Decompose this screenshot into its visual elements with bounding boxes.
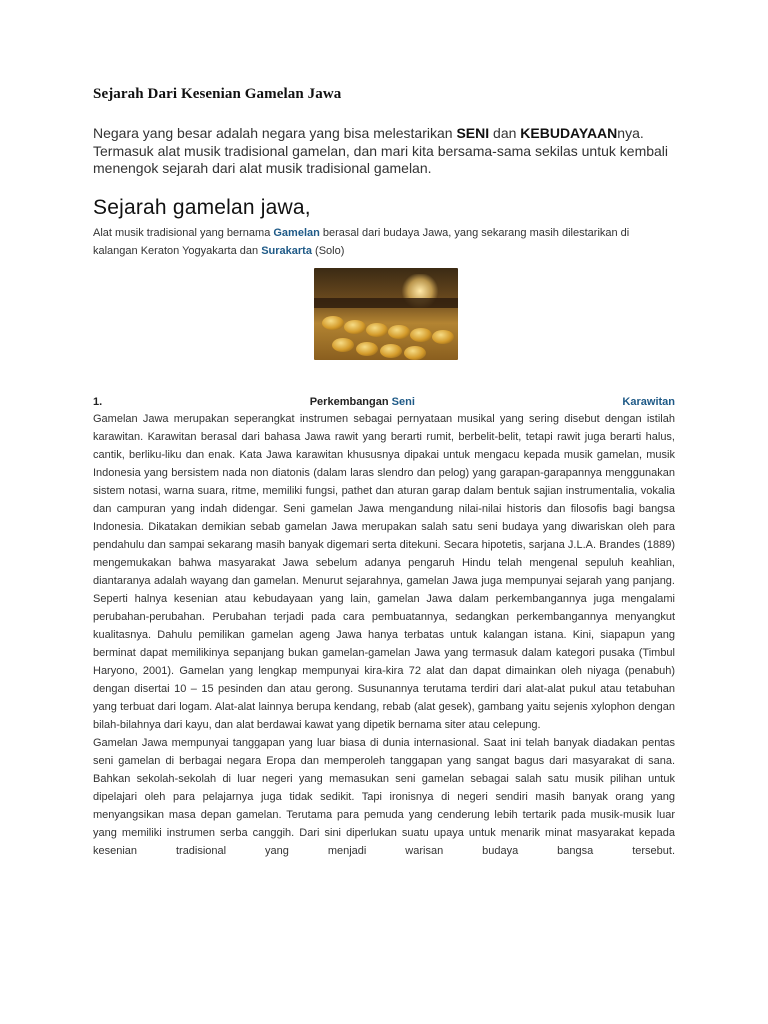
gong-icon bbox=[388, 325, 410, 339]
lead-text-1: Alat musik tradisional yang bernama bbox=[93, 226, 274, 239]
gong-icon bbox=[410, 328, 432, 342]
intro-text-3: nya. Termasuk alat musik tradisional gamelan, dan mari kita bersama-sama sekilas untuk kembali menengok sejarah dari alat musik tradisional gamelan. bbox=[93, 125, 669, 176]
karawitan-link[interactable]: Karawitan bbox=[622, 395, 675, 408]
section-title bbox=[310, 394, 415, 410]
gong-icon bbox=[432, 330, 454, 344]
gong-icon bbox=[366, 323, 388, 337]
intro-text-2: dan bbox=[489, 125, 521, 141]
gong-icon bbox=[332, 338, 354, 352]
section-heading: Sejarah gamelan jawa, bbox=[93, 195, 311, 219]
lead-text-2: berasal dari budaya Jawa, yang sekarang masih dilestarikan di kalangan Keraton Yogyakarta dan bbox=[93, 226, 630, 257]
body-paragraph-1: Gamelan Jawa merupakan seperangkat instrumen sebagai pernyataan musikal yang sering disebut dengan istilah karawitan. Karawitan berasal dari bahasa Jawa rawit yang berarti rumit, berbelit-belit, tetapi rawit juga berarti halus, cantik, berliku-liku dan enak. Kata Jawa karawitan khususnya dipakai untuk mengacu kepada musik gamelan, musik Indonesia yang bersistem nada non diatonis (dalam laras slendro dan pelog) yang garapan-garapannya menggunakan sistem notasi, warna suara, ritme, memiliki fungsi, pathet dan aturan garap dalam bentuk sajian instrumentalia, vokalia dan campuran yang indah didengar. Seni gamelan Jawa mengandung nilai-nilai historis dan filosofis bagi bangsa Indonesia. Dikatakan demikian sebab gamelan Jawa merupakan salah satu seni budaya yang diwariskan oleh para pendahulu dan sampai sekarang masih banyak digemari serta ditekuni. Secara hipotetis, sarjana J.L.A. Brandes (1889) mengemukakan bahwa masyarakat Jawa sebelum adanya pengaruh Hindu telah mengenal sepuluh keahlian, diantaranya adalah wayang dan gamelan. Menurut sejarahnya, gamelan Jawa juga mempunyai sejarah yang panjang. Seperti halnya kesenian atau kebudayaan yang lain, gamelan Jawa dalam perkembangannya juga mengalami perubahan-perubahan. Perubahan terjadi pada cara pembuatannya, sedangkan perkembangannya menyangkut kualitasnya. Dahulu pemilikan gamelan ageng Jawa hanya terbatas untuk kalangan istana. Kini, siapapun yang berminat dapat memilikinya sepanjang bukan gamelan-gamelan Jawa yang termasuk dalam kategori pusaka (Timbul Haryono, 2001). Gamelan yang lengkap mempunyai kira-kira 72 alat dan dapat dimainkan oleh niyaga (penabuh) dengan disertai 10 – 15 pesinden dan atau gerong. Susunannya terutama terdiri dari alat-alat pukul atau tetabuhan yang terbuat dari logam. Alat-alat lainnya berupa kendang, rebab (alat gesek), gambang yaitu sejenis xylophon dengan bilah-bilahnya dari kayu, dan alat berdawai kawat yang dipetik bernama siter atau celepung. bbox=[93, 412, 675, 731]
document-page bbox=[93, 86, 675, 860]
document-title: Sejarah Dari Kesenian Gamelan Jawa bbox=[93, 86, 342, 102]
seni-link[interactable]: Seni bbox=[391, 395, 415, 408]
gong-icon bbox=[322, 316, 344, 330]
lead-text-3: (Solo) bbox=[311, 244, 345, 257]
section-number: 1. bbox=[93, 395, 103, 408]
gamelan-link[interactable]: Gamelan bbox=[273, 226, 320, 239]
intro-text-1: Negara yang besar adalah negara yang bisa melestarikan bbox=[93, 125, 457, 141]
intro-paragraph bbox=[93, 125, 675, 178]
wooden-frame bbox=[314, 298, 458, 308]
gong-icon bbox=[344, 320, 366, 334]
section-title-text: Perkembangan bbox=[309, 395, 389, 408]
surakarta-link[interactable]: Surakarta bbox=[261, 244, 312, 257]
gamelan-photo bbox=[314, 268, 458, 360]
intro-bold-kebudayaan: KEBUDAYAAN bbox=[520, 125, 618, 141]
gong-icon bbox=[380, 344, 402, 358]
intro-bold-seni: SENI bbox=[456, 125, 490, 141]
section-title-row bbox=[93, 394, 675, 410]
gong-icon bbox=[356, 342, 378, 356]
gong-icon bbox=[404, 346, 426, 360]
body-paragraph-2: Gamelan Jawa mempunyai tanggapan yang luar biasa di dunia internasional. Saat ini telah banyak diadakan pentas seni gamelan di berbagai negara Eropa dan memperoleh tanggapan yang sangat bagus dari masyarakat di sana. Bahkan sekolah-sekolah di luar negeri yang memasukan seni gamelan sebagai salah satu musik pilihan untuk dipelajari oleh para pelajarnya juga tidak sedikit. Tapi ironisnya di negeri sendiri masih banyak orang yang menyangsikan masa depan gamelan. Terutama para pemuda yang cenderung lebih tertarik pada musik-musik luar yang memiliki instrumen serba canggih. Dari sini diperlukan suatu upaya untuk menarik minat masyarakat kepada kesenian tradisional yang menjadi warisan budaya bangsa tersebut. bbox=[93, 736, 675, 857]
lead-paragraph bbox=[93, 224, 675, 260]
